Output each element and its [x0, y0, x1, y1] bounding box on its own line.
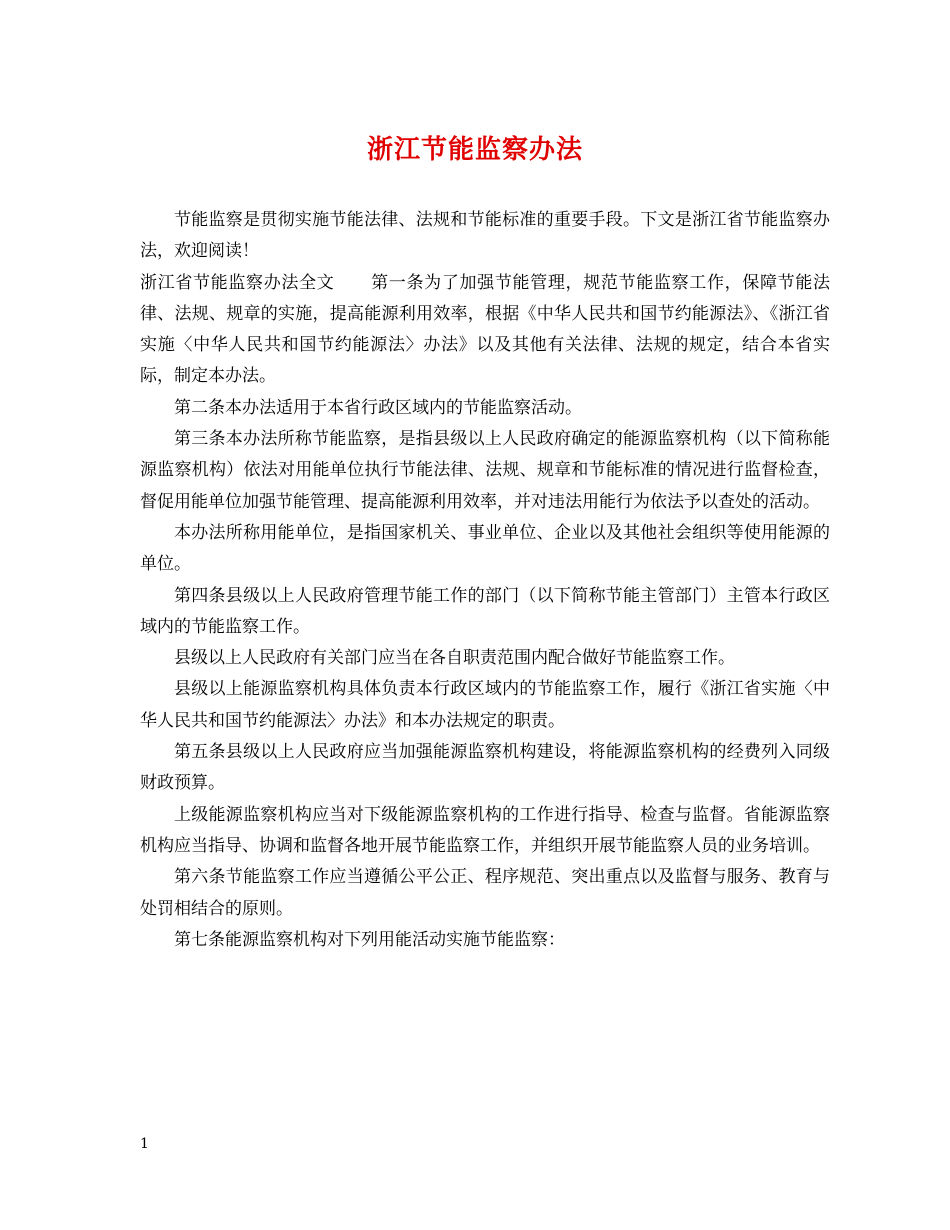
paragraph-intro: 节能监察是贯彻实施节能法律、法规和节能标准的重要手段。下文是浙江省节能监察办法，欢迎阅读！ [140, 210, 830, 262]
paragraph-article-4-c: 县级以上能源监察机构具体负责本行政区域内的节能监察工作，履行《浙江省实施〈中华人民共和国节约能源法〉办法》和本办法规定的职责。 [140, 679, 830, 731]
paragraph-article-5: 第五条县级以上人民政府应当加强能源监察机构建设，将能源监察机构的经费列入同级财政预算。 [140, 742, 830, 794]
article-1-text: 第一条为了加强节能管理，规范节能监察工作，保障节能法律、法规、规章的实施，提高能源利用效率，根据《中华人民共和国节约能源法》、《浙江省实施〈中华人民共和国节约能源法〉办法》以及其他有关法律、法规的规定，结合本省实际，制定本办法。 [140, 272, 831, 387]
paragraph-article-5-b: 上级能源监察机构应当对下级能源监察机构的工作进行指导、检查与监督。省能源监察机构应当指导、协调和监督各地开展节能监察工作，并组织开展节能监察人员的业务培训。 [140, 804, 830, 856]
full-text-heading: 浙江省节能监察办法全文 [140, 272, 335, 293]
paragraph-article-6: 第六条节能监察工作应当遵循公平公正、程序规范、突出重点以及监督与服务、教育与处罚相结合的原则。 [140, 867, 830, 919]
paragraph-article-2: 第二条本办法适用于本省行政区域内的节能监察活动。 [174, 397, 582, 418]
paragraph-article-4: 第四条县级以上人民政府管理节能工作的部门（以下简称节能主管部门）主管本行政区域内的节能监察工作。 [140, 585, 830, 637]
paragraph-article-7: 第七条能源监察机构对下列用能活动实施节能监察： [174, 929, 565, 950]
page-number: 1 [140, 1136, 149, 1152]
paragraph-article-3: 第三条本办法所称节能监察，是指县级以上人民政府确定的能源监察机构（以下简称能源监察机构）依法对用能单位执行节能法律、法规、规章和节能标准的情况进行监督检查，督促用能单位加强节能管理、提高能源利用效率，并对违法用能行为依法予以查处的活动。 [140, 429, 830, 512]
document-title: 浙江节能监察办法 [366, 135, 583, 165]
paragraph-article-3-b: 本办法所称用能单位，是指国家机关、事业单位、企业以及其他社会组织等使用能源的单位。 [140, 522, 830, 575]
paragraph-article-4-b: 县级以上人民政府有关部门应当在各自职责范围内配合做好节能监察工作。 [174, 648, 735, 669]
document-body [140, 205, 830, 956]
paragraph-article-1 [140, 268, 830, 393]
